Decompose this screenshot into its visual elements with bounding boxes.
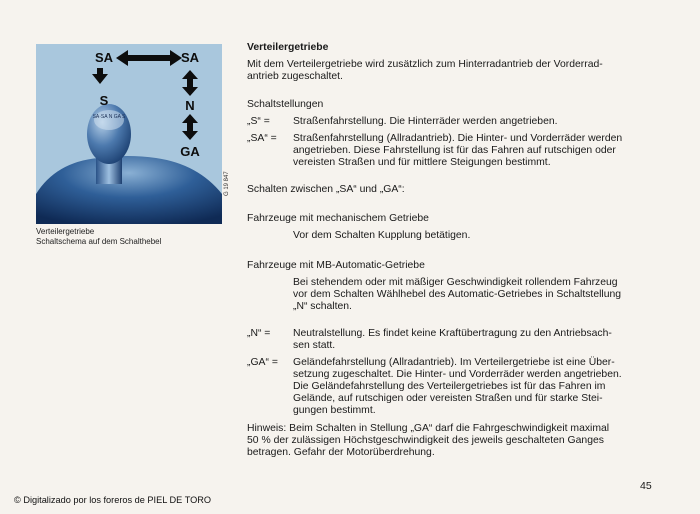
shift-pattern-figure xyxy=(36,44,222,224)
position-text-cont: angetrieben. Diese Fahrstellung ist für das Fahren auf rutschigen oder xyxy=(293,145,616,156)
auto-text: Bei stehendem oder mit mäßiger Geschwindigkeit rollendem Fahrzeug xyxy=(293,277,618,288)
caption-line: Verteilergetriebe xyxy=(36,227,95,236)
page-number: 45 xyxy=(640,480,652,492)
label-n: N xyxy=(185,98,195,113)
gear-knob-illustration xyxy=(36,44,222,224)
hint-line: betragen. Gefahr der Motorüberdrehung. xyxy=(247,447,435,458)
position-text-cont: gungen bestimmt. xyxy=(293,405,376,416)
label-ga: GA xyxy=(180,144,200,159)
double-arrow-vertical-icon xyxy=(182,70,198,96)
mech-heading: Fahrzeuge mit mechanischem Getriebe xyxy=(247,213,429,224)
intro-line: antrieb zugeschaltet. xyxy=(247,71,343,82)
position-text: Neutralstellung. Es findet keine Kraftübertragung zu den Antriebsach- xyxy=(293,328,612,339)
positions-heading: Schaltstellungen xyxy=(247,99,324,110)
position-key: „GA“ = xyxy=(247,357,278,368)
position-text-cont: Gelände, auf rutschigen oder vereisten Straßen und für starke Stei- xyxy=(293,393,603,404)
shifter-boot xyxy=(36,156,222,224)
double-arrow-vertical-icon-2 xyxy=(182,114,198,140)
position-text-cont: sen statt. xyxy=(293,340,336,351)
caption-line: Schaltschema auf dem Schalthebel xyxy=(36,236,162,246)
switch-heading: Schalten zwischen „SA“ und „GA“: xyxy=(247,184,405,195)
label-s: S xyxy=(99,93,109,108)
intro-line: Mit dem Verteilergetriebe wird zusätzlich zum Hinterradantrieb der Vorderrad- xyxy=(247,59,603,70)
auto-text: vor dem Schalten Wählhebel des Automatic-Getriebes in Schaltstellung xyxy=(293,289,622,300)
auto-heading: Fahrzeuge mit MB-Automatic-Getriebe xyxy=(247,260,425,271)
figure-caption xyxy=(36,227,226,246)
section-title: Verteilergetriebe xyxy=(247,42,329,53)
knob-engraving: SA·SA N GA S xyxy=(92,114,126,120)
double-arrow-horizontal-icon xyxy=(116,50,182,66)
arrow-down-icon xyxy=(92,68,108,84)
position-text: Geländefahrstellung (Allradantrieb). Im Verteilergetriebe ist eine Über- xyxy=(293,357,615,368)
label-sa-left: SA xyxy=(94,50,114,65)
hint-line: Hinweis: Beim Schalten in Stellung „GA“ darf die Fahrgeschwindigkeit maximal xyxy=(247,423,610,434)
position-text: Straßenfahrstellung. Die Hinterräder werden angetrieben. xyxy=(293,116,558,127)
credit-line: © Digitalizado por los foreros de PIEL DE TORO xyxy=(14,495,212,505)
mech-text: Vor dem Schalten Kupplung betätigen. xyxy=(293,230,471,241)
position-text-cont: Die Geländefahrstellung des Verteilergetriebes ist für das Fahren im xyxy=(293,381,606,392)
position-text-cont: setzung zugeschaltet. Die Hinter- und Vorderräder werden angetrieben. xyxy=(293,369,622,380)
position-key: „S“ = xyxy=(247,116,270,127)
position-key: „N“ = xyxy=(247,328,271,339)
auto-text: „N“ schalten. xyxy=(293,301,352,312)
figure-code: G 19 847 xyxy=(224,171,230,196)
position-text-cont: vereisten Straßen und für mittlere Steigungen bestimmt. xyxy=(293,157,551,168)
hint-line: 50 % der zulässigen Höchstgeschwindigkeit des jeweils geschalteten Ganges xyxy=(247,435,604,446)
label-sa-right: SA xyxy=(180,50,200,65)
position-key: „SA“ = xyxy=(247,133,277,144)
position-text: Straßenfahrstellung (Allradantrieb). Die Hinter- und Vorderräder werden xyxy=(293,133,623,144)
